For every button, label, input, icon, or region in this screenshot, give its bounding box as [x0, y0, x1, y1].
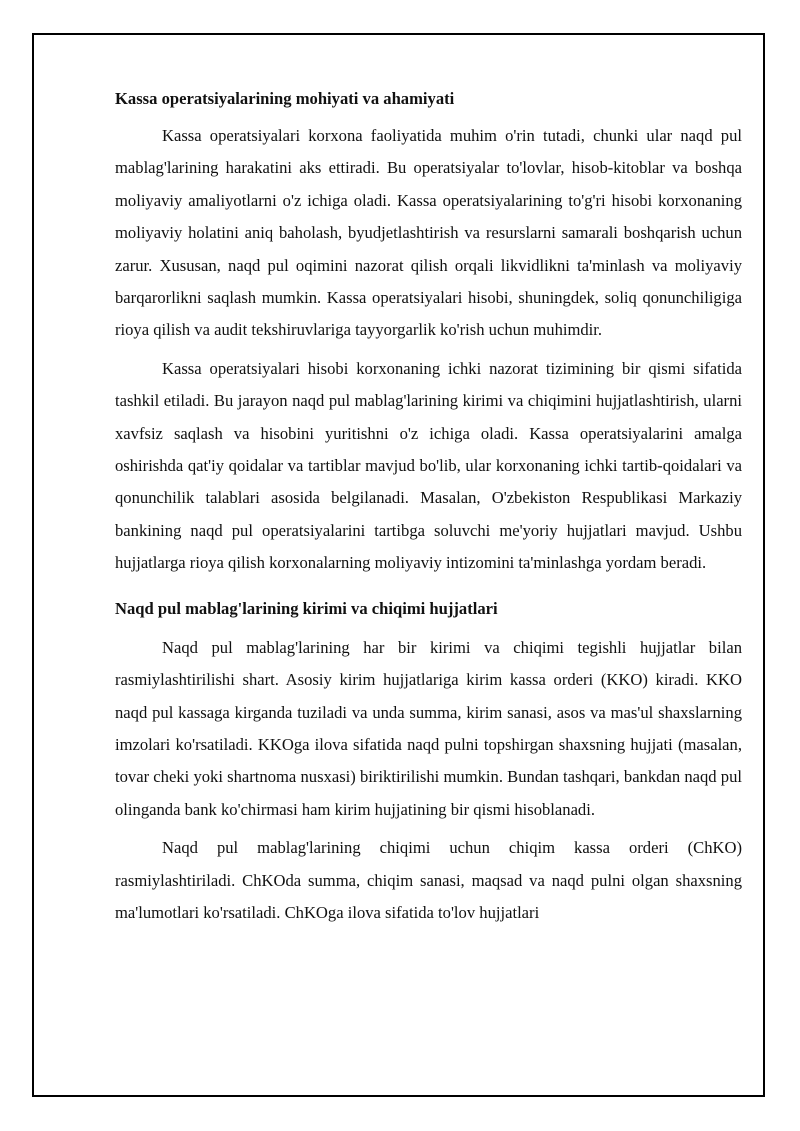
section-heading-1: Kassa operatsiyalarining mohiyati va ahamiyati	[115, 89, 455, 108]
section-heading-2: Naqd pul mablag'larining kirimi va chiqimi hujjatlari	[115, 598, 498, 618]
paragraph-3: Naqd pul mablag'larining har bir kirimi va chiqimi tegishli hujjatlar bilan rasmiylashtirilishi shart. Asosiy kirim hujjatlariga kirim kassa orderi (KKO) kiradi. KKO naqd pul kassaga kirganda tuziladi va unda summa, kirim sanasi, asos va mas'ul shaxslarning imzolari ko'rsatiladi. KKOga ilova sifatida naqd pulni topshirgan shaxsning hujjati (masalan, tovar cheki yoki shartnoma nusxasi) biriktirilishi mumkin. Bundan tashqari, bankdan naqd pul olinganda bank ko'chirmasi ham kirim hujjatining bir qismi hisoblanadi.	[115, 637, 742, 819]
paragraph-1: Kassa operatsiyalari korxona faoliyatida muhim o'rin tutadi, chunki ular naqd pul mablag'larining harakatini aks ettiradi. Bu operatsiyalar to'lovlar, hisob-kitoblar va boshqa moliyaviy amaliyotlarni o'z ichiga oladi. Kassa operatsiyalarining to'g'ri hisobi korxonaning moliyaviy holatini aniq baholash, byudjetlashtirish va resurslarni samarali boshqarish uchun zarur. Xususan, naqd pul oqimini nazorat qilish orqali likvidlikni ta'minlash va moliyaviy barqarorlikni saqlash mumkin. Kassa operatsiyalari hisobi, shuningdek, soliq qonunchiligiga rioya qilish va audit tekshiruvlariga tayyorgarlik ko'rish uchun muhimdir.	[115, 126, 742, 340]
paragraph-4: Naqd pul mablag'larining chiqimi uchun chiqim kassa orderi (ChKO) rasmiylashtiriladi. ChKOda summa, chiqim sanasi, maqsad va naqd pulni olgan shaxsning ma'lumotlari ko'rsatiladi. ChKOga ilova sifatida to'lov hujjatlari	[115, 838, 742, 922]
paragraph-2: Kassa operatsiyalari hisobi korxonaning ichki nazorat tizimining bir qismi sifatida tashkil etiladi. Bu jarayon naqd pul mablag'larining kirimi va chiqimini hujjatlashtirish, ularni xavfsiz saqlash va hisobini yuritishni o'z ichiga oladi. Kassa operatsiyalarini amalga oshirishda qat'iy qoidalar va tartiblar mavjud bo'lib, ular korxonaning ichki tartib-qoidalari va qonunchilik talablari asosida belgilanadi. Masalan, O'zbekiston Respublikasi Markaziy bankining naqd pul operatsiyalarini tartibga soluvchi me'yoriy hujjatlari mavjud. Ushbu hujjatlarga rioya qilish korxonalarning moliyaviy intizomini ta'minlashga yordam beradi.	[115, 358, 742, 573]
document-body	[115, 86, 742, 929]
